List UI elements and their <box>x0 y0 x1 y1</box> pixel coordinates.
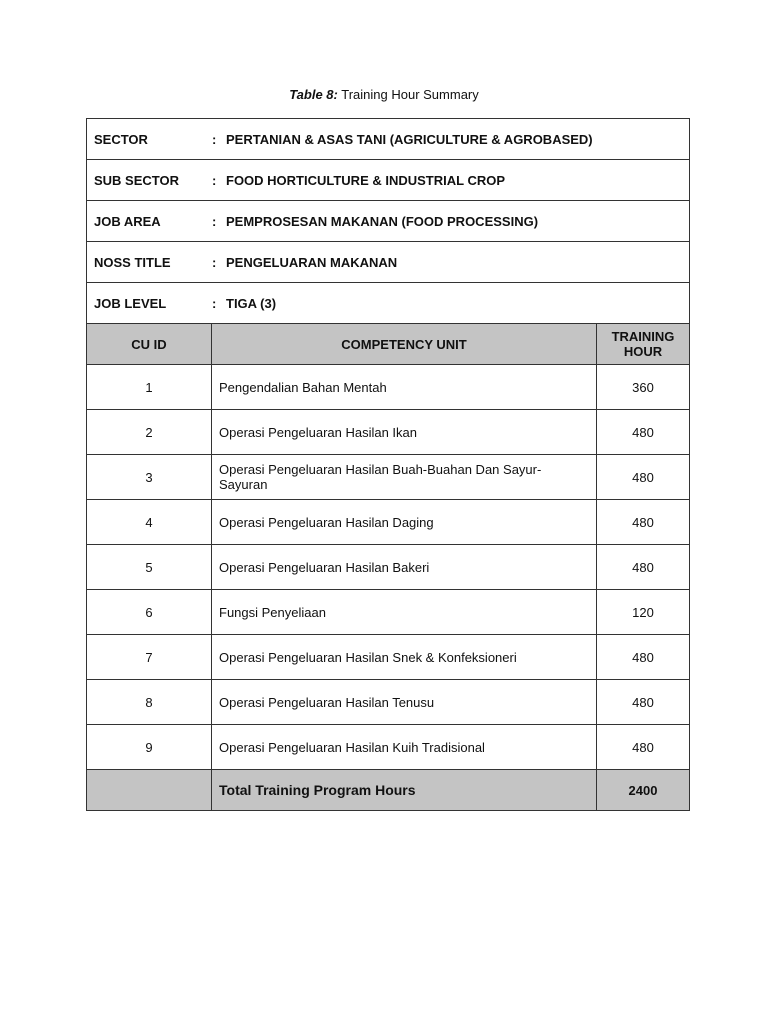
info-row-job-level <box>87 283 690 324</box>
table-row <box>87 365 690 410</box>
cu-id-cell: 8 <box>87 680 212 725</box>
info-row-noss-title <box>87 242 690 283</box>
training-hour-cell: 480 <box>597 455 690 500</box>
cu-id-cell: 1 <box>87 365 212 410</box>
info-value: FOOD HORTICULTURE & INDUSTRIAL CROP <box>226 172 506 188</box>
table-row <box>87 500 690 545</box>
training-hour-cell: 480 <box>597 545 690 590</box>
info-key: NOSS TITLE <box>94 254 171 270</box>
table-row <box>87 545 690 590</box>
info-key: JOB LEVEL <box>94 295 167 311</box>
info-separator: : <box>212 131 217 147</box>
competency-unit-cell: Operasi Pengeluaran Hasilan Kuih Tradisional <box>212 725 597 770</box>
training-hour-cell: 480 <box>597 635 690 680</box>
caption-title: Training Hour Summary <box>337 87 479 102</box>
training-hour-cell: 120 <box>597 590 690 635</box>
training-hour-cell: 480 <box>597 680 690 725</box>
competency-unit-cell: Operasi Pengeluaran Hasilan Ikan <box>212 410 597 455</box>
header-cu-id: CU ID <box>87 324 212 365</box>
caption-label: Table 8: <box>289 87 338 102</box>
training-hour-cell: 480 <box>597 725 690 770</box>
table-row <box>87 590 690 635</box>
total-label: Total Training Program Hours <box>212 770 597 811</box>
cu-id-cell: 5 <box>87 545 212 590</box>
total-value: 2400 <box>597 770 690 811</box>
cu-id-cell: 3 <box>87 455 212 500</box>
competency-unit-cell: Fungsi Penyeliaan <box>212 590 597 635</box>
info-key: JOB AREA <box>94 213 161 229</box>
info-key: SUB SECTOR <box>94 172 179 188</box>
info-separator: : <box>212 172 217 188</box>
info-value: TIGA (3) <box>226 295 277 311</box>
cu-id-cell: 7 <box>87 635 212 680</box>
info-value: PEMPROSESAN MAKANAN (FOOD PROCESSING) <box>226 213 539 229</box>
competency-unit-cell: Operasi Pengeluaran Hasilan Tenusu <box>212 680 597 725</box>
total-row <box>87 770 690 811</box>
info-row-job-area <box>87 201 690 242</box>
table-caption <box>0 87 768 102</box>
cu-id-cell: 6 <box>87 590 212 635</box>
table-row <box>87 725 690 770</box>
table-row <box>87 455 690 500</box>
training-hour-table <box>86 118 690 811</box>
header-training-hour: TRAINING HOUR <box>597 324 690 365</box>
table-row <box>87 680 690 725</box>
competency-unit-cell: Operasi Pengeluaran Hasilan Bakeri <box>212 545 597 590</box>
training-hour-cell: 480 <box>597 410 690 455</box>
info-value: PERTANIAN & ASAS TANI (AGRICULTURE & AGROBASED) <box>226 131 593 147</box>
table-row <box>87 410 690 455</box>
info-row-sector <box>87 119 690 160</box>
cu-id-cell: 2 <box>87 410 212 455</box>
competency-unit-cell: Operasi Pengeluaran Hasilan Buah-Buahan Dan Sayur-Sayuran <box>212 455 597 500</box>
info-separator: : <box>212 213 217 229</box>
training-hour-cell: 360 <box>597 365 690 410</box>
info-key: SECTOR <box>94 131 148 147</box>
cu-id-cell: 4 <box>87 500 212 545</box>
table-row <box>87 635 690 680</box>
table-header-row <box>87 324 690 365</box>
competency-unit-cell: Operasi Pengeluaran Hasilan Daging <box>212 500 597 545</box>
info-separator: : <box>212 295 217 311</box>
competency-unit-cell: Operasi Pengeluaran Hasilan Snek & Konfeksioneri <box>212 635 597 680</box>
training-hour-cell: 480 <box>597 500 690 545</box>
info-value: PENGELUARAN MAKANAN <box>226 254 398 270</box>
total-empty-cell <box>87 770 212 811</box>
cu-id-cell: 9 <box>87 725 212 770</box>
header-competency-unit: COMPETENCY UNIT <box>212 324 597 365</box>
info-row-sub-sector <box>87 160 690 201</box>
info-separator: : <box>212 254 217 270</box>
competency-unit-cell: Pengendalian Bahan Mentah <box>212 365 597 410</box>
